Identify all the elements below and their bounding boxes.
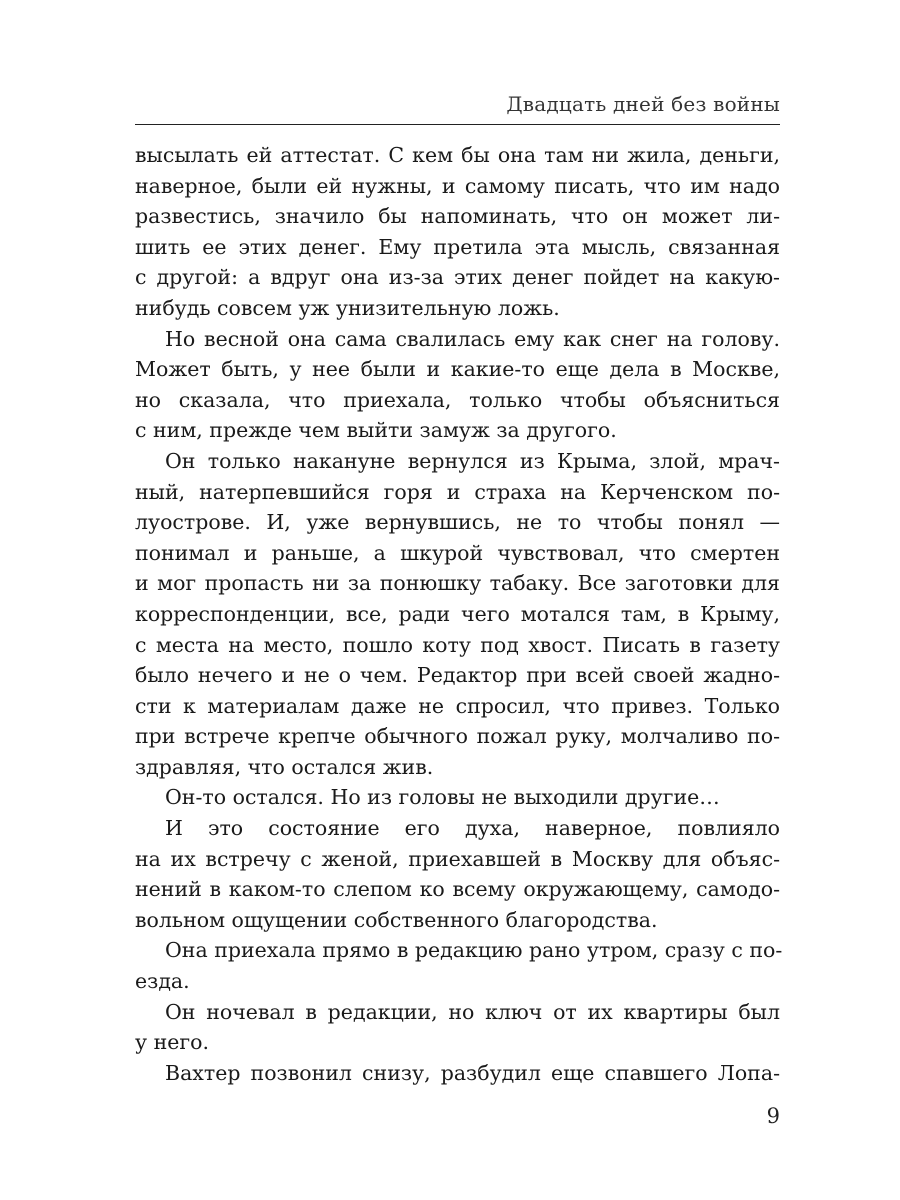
running-header-title: Двадцать дней без войны — [506, 92, 780, 116]
text-line: с ним, прежде чем выйти замуж за другого. — [135, 418, 617, 443]
text-line: нений в каком-то слепом ко всему окружающему, самодо- — [135, 877, 780, 902]
text-line: с места на место, пошло коту под хвост. Писать в газету — [135, 632, 780, 657]
text-line: понимал и раньше, а шкурой чувствовал, что смертен — [135, 540, 780, 565]
text-line: было нечего и не о чем. Редактор при всей своей жадно- — [135, 663, 780, 688]
text-line: Но весной она сама свалилась ему как снег на голову. — [165, 326, 780, 351]
text-line: Вахтер позвонил снизу, разбудил еще спавшего Лопа- — [165, 1060, 780, 1085]
text-line: шить ее этих денег. Ему претила эта мысль, связанная — [135, 234, 780, 259]
text-line: луострове. И, уже вернувшись, не то чтобы понял — — [135, 510, 780, 535]
text-line: и мог пропасть ни за понюшку табаку. Все заготовки для — [135, 571, 780, 596]
text-line: Он только накануне вернулся из Крыма, злой, мрач- — [165, 448, 780, 473]
header-rule — [135, 124, 780, 125]
text-line: вольном ощущении собственного благородства. — [135, 907, 658, 932]
page-number: 9 — [766, 1104, 780, 1128]
text-line: езда. — [135, 969, 190, 994]
text-line: на их встречу с женой, приехавшей в Москву для объяс- — [135, 846, 780, 871]
text-line: Может быть, у нее были и какие-то еще дела в Москве, — [135, 357, 780, 382]
text-line: И это состояние его духа, наверное, повлияло — [165, 816, 780, 841]
text-line: корреспонденции, все, ради чего мотался там, в Крыму, — [135, 601, 780, 626]
text-line: с другой: а вдруг она из-за этих денег пойдет на какую- — [135, 265, 780, 290]
text-line: сти к материалам даже не спросил, что привез. Только — [135, 693, 780, 718]
text-line: высылать ей аттестат. С кем бы она там ни жила, деньги, — [135, 143, 780, 167]
text-line: нибудь совсем уж унизительную ложь. — [135, 295, 560, 320]
text-line: Он-то остался. Но из головы не выходили другие… — [165, 785, 720, 810]
text-line: развестись, значило бы напоминать, что он может ли- — [135, 204, 780, 229]
text-line: наверное, были ей нужны, и самому писать, что им надо — [135, 173, 780, 198]
text-line: ный, натерпевшийся горя и страха на Керченском по- — [135, 479, 780, 504]
text-line: при встрече крепче обычного пожал руку, молчаливо по- — [135, 724, 780, 749]
text-line: Он ночевал в редакции, но ключ от их квартиры был — [165, 999, 780, 1024]
text-line: у него. — [135, 1030, 209, 1055]
text-line: здравляя, что остался жив. — [135, 754, 434, 779]
text-line: Она приехала прямо в редакцию рано утром, сразу с по- — [165, 938, 783, 963]
text-line: но сказала, что приехала, только чтобы объясниться — [135, 387, 780, 412]
body-text — [135, 140, 783, 1088]
